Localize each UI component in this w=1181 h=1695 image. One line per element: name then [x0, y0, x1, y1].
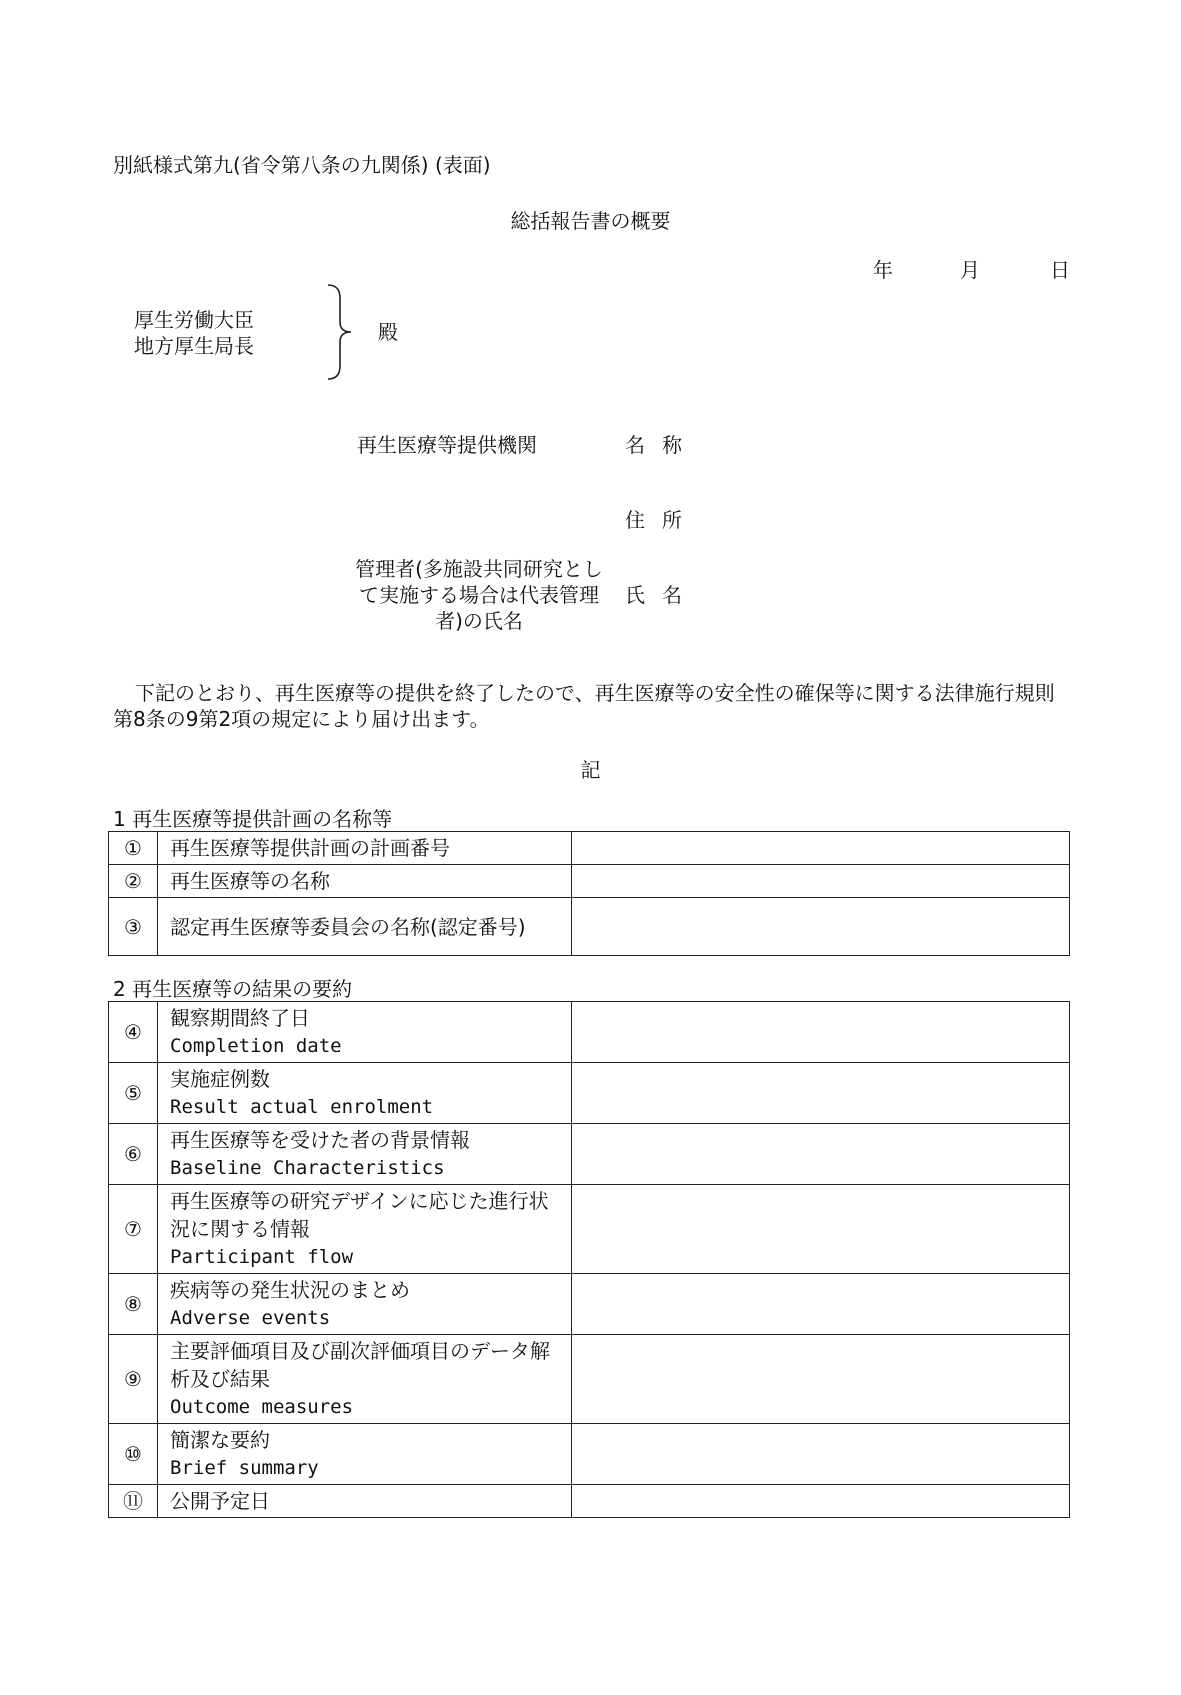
date-year-label: 年 — [873, 258, 893, 282]
row-label-en: Adverse events — [170, 1307, 331, 1329]
table-row — [109, 1424, 1070, 1485]
table-row — [109, 1002, 1070, 1063]
enrolment-field[interactable] — [572, 1063, 1070, 1124]
table-row — [109, 832, 1070, 865]
table-row — [109, 1185, 1070, 1274]
row-label-en: Result actual enrolment — [170, 1096, 434, 1118]
date-day-label: 日 — [1050, 258, 1070, 282]
table-row — [109, 1063, 1070, 1124]
date-month-label: 月 — [960, 258, 980, 282]
row-label — [158, 1124, 572, 1185]
recipient-minister: 厚生労働大臣 — [134, 308, 254, 332]
row-label-jp: 公開予定日 — [170, 1489, 270, 1513]
recipient-regional-bureau: 地方厚生局長 — [134, 334, 254, 358]
document-title: 総括報告書の概要 — [510, 209, 671, 233]
outcome-measures-field[interactable] — [572, 1335, 1070, 1424]
row-label — [158, 832, 572, 865]
manager-name-label: 氏名 — [625, 583, 699, 607]
institution-label: 再生医療等提供機関 — [357, 433, 537, 457]
table-row — [109, 865, 1070, 898]
honorific: 殿 — [378, 320, 398, 344]
row-label-jp: 簡潔な要約 — [170, 1428, 270, 1452]
row-label — [158, 865, 572, 898]
brief-summary-field[interactable] — [572, 1424, 1070, 1485]
row-label — [158, 1424, 572, 1485]
completion-date-field[interactable] — [572, 1002, 1070, 1063]
row-label-jp: 認定再生医療等委員会の名称(認定番号) — [170, 914, 526, 939]
row-number: ④ — [109, 1002, 158, 1063]
row-number: ⑦ — [109, 1185, 158, 1274]
row-label-jp: 疾病等の発生状況のまとめ — [170, 1278, 410, 1302]
table-row — [109, 898, 1070, 956]
row-label-en: Outcome measures — [170, 1396, 354, 1418]
row-label — [158, 898, 572, 956]
row-label-jp: 再生医療等を受けた者の背景情報 — [170, 1128, 470, 1152]
plan-number-field[interactable] — [572, 832, 1070, 865]
institution-address-label: 住所 — [625, 508, 699, 532]
section2-table — [108, 1001, 1070, 1518]
row-label — [158, 1185, 572, 1274]
row-number: ⑥ — [109, 1124, 158, 1185]
row-label — [158, 1063, 572, 1124]
row-number: ⑤ — [109, 1063, 158, 1124]
section2-heading: 2 再生医療等の結果の要約 — [113, 977, 353, 1001]
baseline-field[interactable] — [572, 1124, 1070, 1185]
row-label-en: Completion date — [170, 1035, 342, 1057]
row-number: ② — [109, 865, 158, 898]
row-label-jp: 再生医療等の名称 — [170, 869, 330, 893]
row-number: ⑧ — [109, 1274, 158, 1335]
row-label-jp: 観察期間終了日 — [170, 1006, 310, 1030]
row-number: ⑩ — [109, 1424, 158, 1485]
row-number: ③ — [109, 898, 158, 956]
brace-icon — [326, 284, 352, 380]
row-number: ① — [109, 832, 158, 865]
row-label-en: Brief summary — [170, 1457, 319, 1479]
row-label — [158, 1485, 572, 1518]
row-number: ⑨ — [109, 1335, 158, 1424]
section1-table — [108, 831, 1070, 956]
adverse-events-field[interactable] — [572, 1274, 1070, 1335]
row-label-jp: 再生医療等提供計画の計画番号 — [170, 836, 450, 860]
row-label — [158, 1002, 572, 1063]
section1-heading: 1 再生医療等提供計画の名称等 — [113, 807, 393, 831]
table-row — [109, 1124, 1070, 1185]
row-label — [158, 1274, 572, 1335]
row-label-en: Baseline Characteristics — [170, 1157, 445, 1179]
table-row — [109, 1485, 1070, 1518]
row-label-jp: 再生医療等の研究デザインに応じた進行状況に関する情報 — [170, 1189, 549, 1241]
therapy-name-field[interactable] — [572, 865, 1070, 898]
row-number: ⑪ — [109, 1485, 158, 1518]
row-label-jp: 実施症例数 — [170, 1067, 270, 1091]
notice-body: 下記のとおり、再生医療等の提供を終了したので、再生医療等の安全性の確保等に関する法律施行規則第8条の9第2項の規定により届け出ます。 — [113, 681, 1055, 731]
manager-label: 管理者(多施設共同研究として実施する場合は代表管理者)の氏名 — [355, 557, 603, 633]
table-row — [109, 1335, 1070, 1424]
committee-name-field[interactable] — [572, 898, 1070, 956]
form-reference: 別紙様式第九(省令第八条の九関係) (表面) — [113, 153, 491, 177]
ki-heading: 記 — [580, 758, 601, 782]
row-label-en: Participant flow — [170, 1246, 354, 1268]
participant-flow-field[interactable] — [572, 1185, 1070, 1274]
table-row — [109, 1274, 1070, 1335]
publication-date-field[interactable] — [572, 1485, 1070, 1518]
institution-name-label: 名称 — [625, 433, 699, 457]
row-label — [158, 1335, 572, 1424]
row-label-jp: 主要評価項目及び副次評価項目のデータ解析及び結果 — [170, 1339, 550, 1391]
